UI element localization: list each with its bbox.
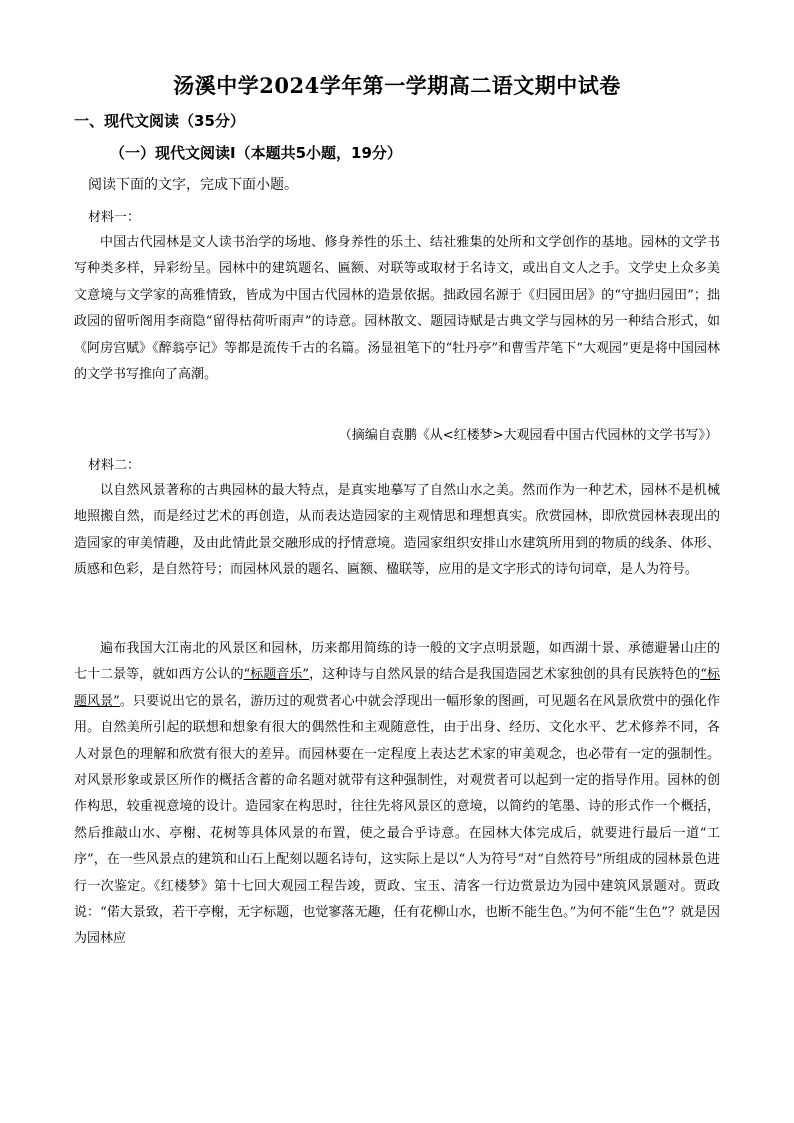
material-one-label: 材料一： [88,210,141,225]
underlined-term: “标题风景” [74,667,720,709]
material-two-paragraph-2 [74,636,720,953]
subsection-heading: （一）现代文阅读Ⅰ（本题共5小题，19分） [110,144,402,162]
material-one-source: （摘编自袁鹏《从<红楼梦>大观园看中国古代园林的文学书写》） [338,428,718,443]
section-heading: 一、现代文阅读（35分） [74,112,245,130]
reading-instruction: 阅读下面的文字，完成下面小题。 [88,177,298,193]
material-one-paragraph: 中国古代园林是文人读书治学的场地、修身养性的乐土、结社雅集的处所和文学创作的基地。园林的文学书写种类多样，异彩纷呈。园林中的建筑题名、匾额、对联等或取材于名诗文，或出自文人之手。文学史上众多美文意境与文学家的高雅情致，皆成为中国古代园林的造景依据。拙政园名源于《归园田居》的“守拙归园田”；拙政园的留听阁用李商隐“留得枯荷听雨声”的诗意。园林散文、题园诗赋是古典文学与园林的另一种结合形式，如《阿房宫赋》《醉翁亭记》等都是流传千古的名篇。汤显祖笔下的“牡丹亭”和曹雪芹笔下“大观园”更是将中国园林的文学书写推向了高潮。 [74,235,720,383]
material-two-label: 材料二： [88,458,141,473]
material-two-paragraph-1: 以自然风景著称的古典园林的最大特点，是真实地摹写了自然山水之美。然而作为一种艺术，园林不是机械地照搬自然，而是经过艺术的再创造，从而表达造园家的主观情思和理想真实。欣赏园林，即欣赏园林表现出的造园家的审美情趣，及由此情此景交融形成的抒情意境。造园家组织安排山水建筑所用到的物质的线条、体形、质感和色彩，是自然符号；而园林风景的题名、匾额、楹联等，应用的是文字形式的诗句词章，是人为符号。 [74,483,720,578]
exam-title: 汤溪中学2024学年第一学期高二语文期中试卷 [173,73,621,98]
underlined-term: “标题音乐” [243,667,310,683]
paragraph-text: 。只要说出它的景名，游历过的观赏者心中就会浮现出一幅形象的图画，可见题名在风景欣赏中的强化作用。自然美所引起的联想和想象有很大的偶然性和主观随意性，由于出身、经历、文化水平、艺术修养不同，各人对景色的理解和欣赏有很大的差异。而园林要在一定程度上表达艺术家的审美观念，也必带有一定的强制性。对风景形象或景区所作的概括含蓄的命名题对就带有这种强制性，对观赏者可以起到一定的指导作用。园林的创作构思，较重视意境的设计。造园家在构思时，往往先将风景区的意境，以简约的笔墨、诗的形式作一个概括，然后推敲山水、亭榭、花树等具体风景的布置，使之最合乎诗意。在园林大体完成后，就要进行最后一道“工序”，在一些风景点的建筑和山石上配刻以题名诗句，这实际上是以“人为符号”对“自然符号”所组成的园林景色进行一次鉴定。《红楼梦》第十七回大观园工程告竣，贾政、宝玉、清客一行边赏景边为园中建筑风景题对。贾政说：“偌大景致，若干亭榭，无字标题，也觉寥落无趣，任有花柳山水，也断不能生色。”为何不能“生色”？就是因为园林应 [74,693,720,947]
paragraph-text: 遍布我国大江南北的风景区和园林，历来都用简练的诗一般的文字点明景题，如西湖十景、承德避暑山庄的七十二景等，就如西方公认的 [74,641,720,683]
paragraph-text: ，这种诗与自然风景的结合是我国造园艺术家独创的具有民族特色的 [309,667,701,683]
